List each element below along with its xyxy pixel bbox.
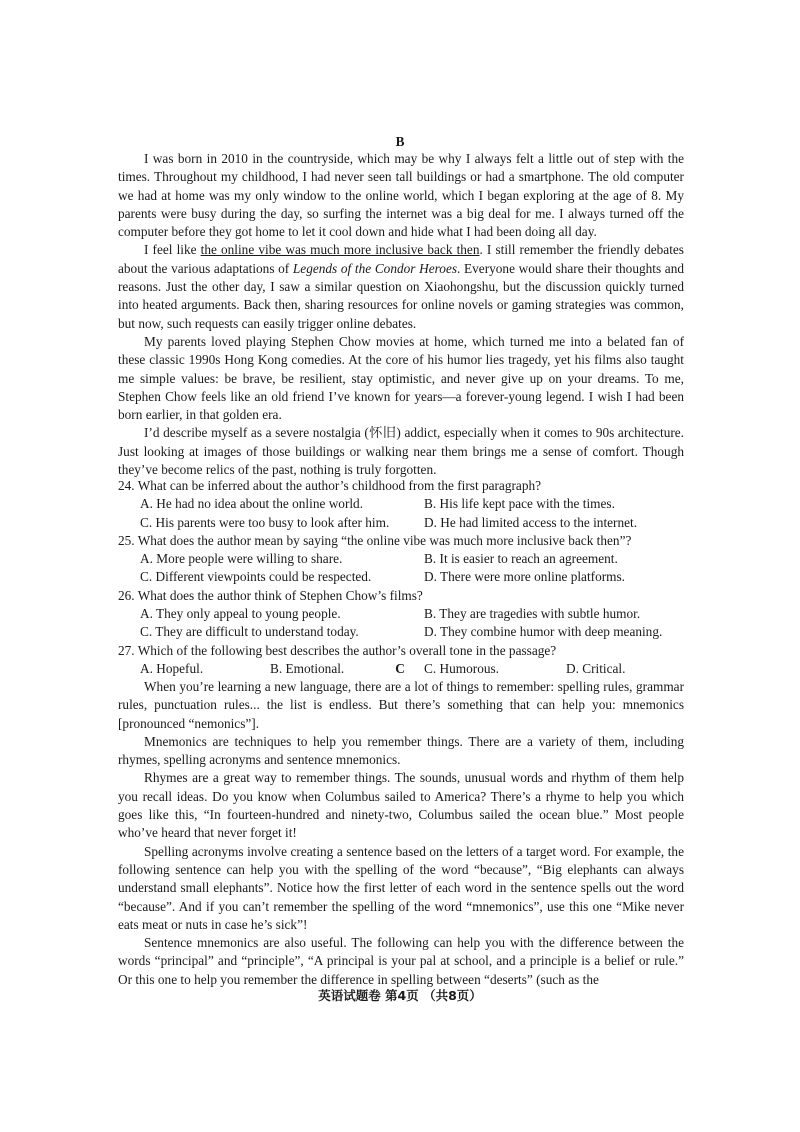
question-stem: 25. What does the author mean by saying “the online vibe was much more inclusive back then”? — [118, 532, 632, 548]
option-d: D. Critical. — [566, 660, 626, 676]
section-b-heading: B — [395, 134, 405, 149]
paragraph-2-rest: . Everyone would share their thoughts and reasons. Just the other day, I saw a similar question on Xiaohongshu, but the discussion quickly turned into heated arguments. Back then, sharing resources for online novels or gaming strategies was common, but now, such requests can easily trigger online debates. — [118, 260, 684, 331]
option-c: C. His parents were too busy to look after him. — [140, 514, 390, 530]
passage-c — [118, 678, 684, 989]
question-stem: 24. What can be inferred about the author’s childhood from the first paragraph? — [118, 478, 542, 493]
option-d: D. There were more online platforms. — [424, 569, 625, 585]
underlined-phrase: the online vibe was much more inclusive back then — [200, 242, 480, 258]
option-a: A. More people were willing to share. — [140, 551, 343, 567]
option-a: A. He had no idea about the online world. — [140, 496, 364, 512]
option-d: D. They combine humor with deep meaning. — [424, 624, 663, 640]
page-footer: 英语试题卷 第4页 （共8页） — [318, 988, 482, 1003]
question-25 — [118, 532, 684, 587]
passage-b-paragraph-2 — [118, 241, 684, 332]
question-list — [118, 477, 684, 678]
paragraph-2-middle: . I still remember the friendly debates about the various adaptations of — [118, 242, 684, 276]
passage-b-paragraph-3: My parents loved playing Stephen Chow movies at home, which turned me into a belated fan of these classic 1990s Hong Kong comedies. At the core of his humor lies tragedy, yet his films also taught me simple values: be brave, be resilient, stay optimistic, and never give up on your dreams. To me, Stephen Chow feels like an old friend I’ve known for years—a forever-young legend. I wish I had been born earlier, in that golden era. — [118, 333, 684, 423]
option-b: B. It is easier to reach an agreement. — [424, 551, 618, 567]
option-c: C. Different viewpoints could be respected. — [140, 569, 372, 585]
passage-c-paragraph-5: Sentence mnemonics are also useful. The following can help you with the difference between the words “principal” and “principle”, “A principal is your pal at school, and a principle is a belief or rule.” Or this one to help you remember the difference in spelling between “deserts” (such as the — [118, 935, 684, 987]
option-a: A. They only appeal to young people. — [140, 606, 341, 622]
passage-b-paragraph-4: I’d describe myself as a severe nostalgia (怀旧) addict, especially when it comes to 90s architecture. Just looking at images of those buildings or walking near them brings me a sense of comfort. Though they’ve become relics of the past, nothing is truly forgotten. — [118, 425, 684, 478]
question-26 — [118, 587, 684, 642]
question-24 — [118, 477, 684, 532]
passage-c-paragraph-3: Rhymes are a great way to remember things. The sounds, unusual words and rhythm of them help you recall ideas. Do you know when Columbus sailed to America? There’s a rhyme to help you which goes like this, “In fourteen-hundred and ninety-two, Columbus sailed the ocean blue.” Most people who’ve heard that never forget it! — [118, 770, 684, 841]
option-d: D. He had limited access to the internet. — [424, 514, 638, 530]
book-title: Legends of the Condor Heroes — [292, 260, 458, 276]
question-stem: 27. Which of the following best describes the author’s overall tone in the passage? — [118, 642, 557, 658]
passage-b-paragraph-1: I was born in 2010 in the countryside, which may be why I always felt a little out of step with the times. Throughout my childhood, I had never seen tall buildings or had a smartphone. The old computer we had at home was my only window to the online world, which I began exploring at the age of 8. My parents were busy during the day, so surfing the internet was a big deal for me. I always turned off the computer before they got home to let it cool down and hide what I had been doing all day. — [118, 151, 684, 240]
option-c: C. Humorous. — [424, 660, 499, 676]
option-a: A. Hopeful. — [140, 660, 204, 676]
passage-b — [118, 150, 684, 479]
passage-c-paragraph-2: Mnemonics are techniques to help you remember things. There are a variety of them, including rhymes, spelling acronyms and sentence mnemonics. — [118, 733, 684, 768]
question-stem: 26. What does the author think of Stephen Chow’s films? — [118, 587, 423, 603]
passage-c-paragraph-1: When you’re learning a new language, there are a lot of things to remember: spelling rules, grammar rules, punctuation rules... the list is endless. But there’s something that can help you: mnemonics [pronounced “nemonics”]. — [118, 679, 684, 731]
passage-c-paragraph-4: Spelling acronyms involve creating a sentence based on the letters of a target word. For example, the following sentence can help you with the spelling of the word “because”, “Big elephants can always understand small elephants”. Notice how the first letter of each word in the sentence spells out the word “because”. And if you can’t remember the spelling of the word “mnemonics”, use this one “Mike never eats meat or nuts in case he’s sick”! — [118, 843, 684, 932]
option-c: C. They are difficult to understand today. — [140, 624, 359, 640]
option-b: B. Emotional. — [270, 660, 345, 676]
section-c-heading: C — [395, 661, 405, 676]
option-b: B. His life kept pace with the times. — [424, 496, 615, 512]
paragraph-2-lead: I feel like — [144, 242, 201, 258]
option-b: B. They are tragedies with subtle humor. — [424, 606, 641, 622]
